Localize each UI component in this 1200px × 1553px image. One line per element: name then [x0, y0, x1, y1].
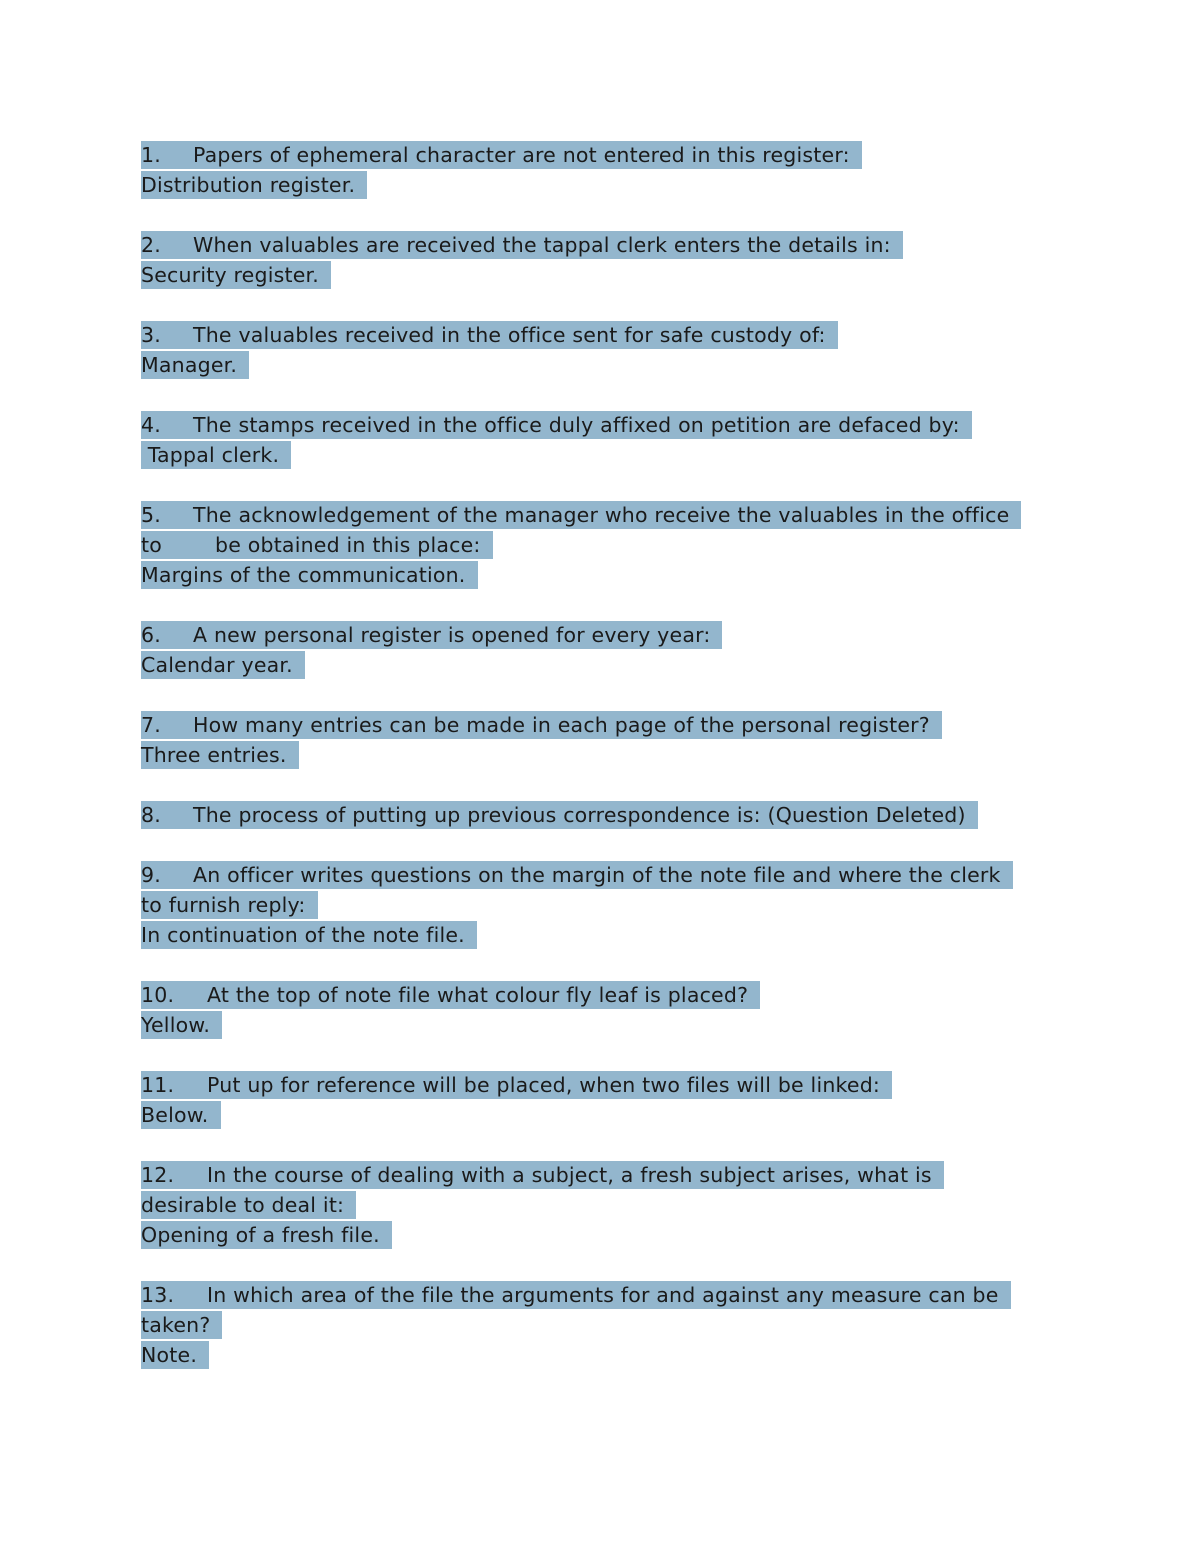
answer-text: Calendar year. [141, 651, 305, 679]
question-text-continued: taken? [141, 1311, 222, 1339]
question-text: The stamps received in the office duly affixed on petition are defaced by: [193, 413, 960, 437]
question-number: 4. [141, 413, 161, 437]
question-line [141, 231, 903, 259]
answer-text: Three entries. [141, 741, 299, 769]
question-number: 2. [141, 233, 161, 257]
question-text: The valuables received in the office sent for safe custody of: [193, 323, 826, 347]
answer-text: In continuation of the note file. [141, 921, 477, 949]
qa-item [141, 800, 1061, 830]
answer-text: Yellow. [141, 1011, 222, 1039]
question-text-continued: to furnish reply: [141, 891, 318, 919]
answer-text: Security register. [141, 261, 331, 289]
question-number: 6. [141, 623, 161, 647]
question-text-continued: desirable to deal it: [141, 1191, 356, 1219]
question-line-continued [141, 531, 493, 559]
question-line [141, 981, 760, 1009]
question-line [141, 321, 838, 349]
qa-item [141, 620, 1061, 680]
qa-item [141, 320, 1061, 380]
question-line [141, 711, 942, 739]
document-page [141, 140, 1061, 1400]
qa-item [141, 1070, 1061, 1130]
question-number: 7. [141, 713, 161, 737]
question-line [141, 501, 1021, 529]
question-text: A new personal register is opened for every year: [193, 623, 711, 647]
qa-item [141, 500, 1061, 590]
question-text: In the course of dealing with a subject, a fresh subject arises, what is [207, 1163, 932, 1187]
question-text-continued: be obtained in this place: [215, 533, 481, 557]
question-text: The acknowledgement of the manager who receive the valuables in the office [193, 503, 1010, 527]
question-number: 1. [141, 143, 161, 167]
answer-text: Margins of the communication. [141, 561, 478, 589]
qa-item [141, 710, 1061, 770]
question-line [141, 801, 978, 829]
question-number: 3. [141, 323, 161, 347]
question-line [141, 411, 972, 439]
question-line [141, 621, 722, 649]
question-number: 9. [141, 863, 161, 887]
question-line [141, 1071, 892, 1099]
question-number: 12. [141, 1163, 175, 1187]
qa-item [141, 410, 1061, 470]
qa-item [141, 980, 1061, 1040]
question-text: When valuables are received the tappal clerk enters the details in: [193, 233, 891, 257]
question-text: Put up for reference will be placed, when two files will be linked: [207, 1073, 881, 1097]
qa-item [141, 1160, 1061, 1250]
question-line [141, 1281, 1011, 1309]
question-text: The process of putting up previous correspondence is: (Question Deleted) [193, 803, 966, 827]
qa-item [141, 1280, 1061, 1370]
qa-item [141, 230, 1061, 290]
question-number: 11. [141, 1073, 175, 1097]
question-text: In which area of the file the arguments for and against any measure can be [207, 1283, 999, 1307]
answer-text: Below. [141, 1101, 221, 1129]
question-number: 5. [141, 503, 161, 527]
question-number: 10. [141, 983, 175, 1007]
question-text: How many entries can be made in each page of the personal register? [193, 713, 930, 737]
answer-text: Manager. [141, 351, 249, 379]
answer-text: Note. [141, 1341, 209, 1369]
question-line [141, 1161, 944, 1189]
question-line [141, 141, 862, 169]
qa-item [141, 860, 1061, 950]
question-text: An officer writes questions on the margin of the note file and where the clerk [193, 863, 1001, 887]
answer-text: Opening of a fresh file. [141, 1221, 392, 1249]
question-text: Papers of ephemeral character are not entered in this register: [193, 143, 850, 167]
question-text: At the top of note file what colour fly leaf is placed? [207, 983, 749, 1007]
question-text-continued: to [141, 533, 162, 557]
question-number: 13. [141, 1283, 175, 1307]
qa-item [141, 140, 1061, 200]
question-number: 8. [141, 803, 161, 827]
answer-text: Tappal clerk. [141, 441, 291, 469]
answer-text: Distribution register. [141, 171, 367, 199]
question-line [141, 861, 1013, 889]
